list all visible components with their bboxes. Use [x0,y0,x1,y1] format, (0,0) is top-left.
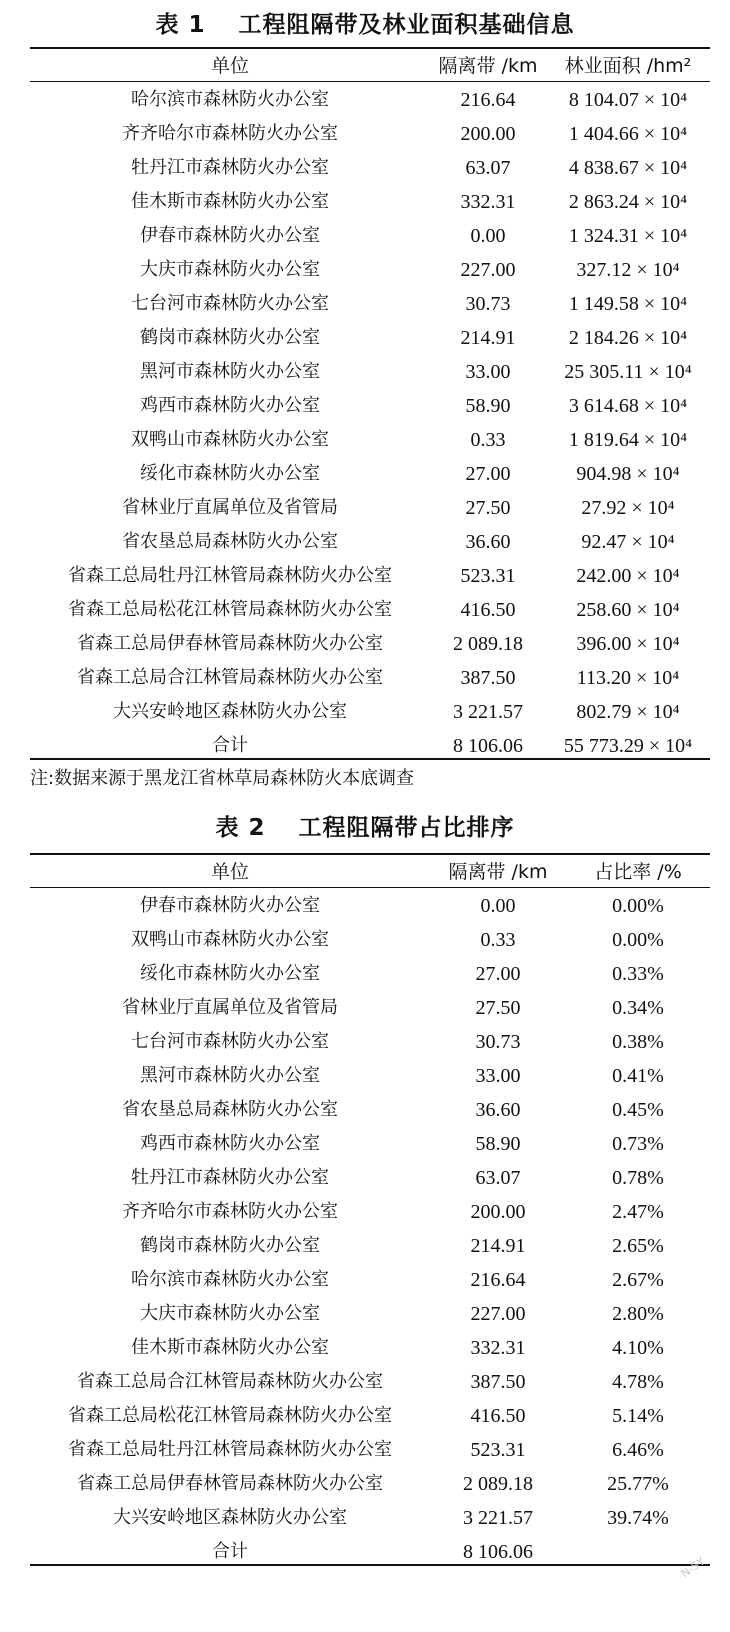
unit-cell: 七台河市森林防火办公室 [131,1031,329,1052]
table-row [30,1161,710,1195]
isolation-cell: 27.50 [465,497,511,519]
value-cell: 258.60 × 10⁴ [576,599,680,621]
isolation-cell: 227.00 [460,259,516,281]
table-row [30,117,710,151]
table-row [30,1297,710,1331]
unit-cell: 大兴安岭地区森林防火办公室 [113,1507,347,1528]
table-row [30,185,710,219]
value-cell: 5.14% [612,1405,664,1427]
table-row [30,1365,710,1399]
isolation-cell: 200.00 [460,123,516,145]
isolation-cell: 2 089.18 [463,1473,533,1495]
value-cell: 1 404.66 × 10⁴ [568,123,688,145]
value-cell: 2.47% [612,1201,664,1223]
value-cell: 4.10% [612,1337,664,1359]
isolation-cell: 387.50 [470,1371,526,1393]
isolation-cell: 216.64 [460,89,516,111]
isolation-cell: 214.91 [470,1235,526,1257]
isolation-cell: 332.31 [460,191,516,213]
value-cell: 0.41% [612,1065,664,1087]
value-cell: 3 614.68 × 10⁴ [568,395,688,417]
table1-header-row [30,49,710,83]
unit-cell: 哈尔滨市森林防火办公室 [131,1269,329,1290]
table1-bottom-rule [30,758,710,760]
unit-cell: 绥化市森林防火办公室 [140,963,320,984]
unit-cell: 鹤岗市森林防火办公室 [140,1235,320,1256]
table-row [30,1501,710,1535]
table-row [30,423,710,457]
table-row [30,491,710,525]
unit-cell: 大庆市森林防火办公室 [140,1303,320,1324]
isolation-cell: 63.07 [465,157,511,179]
value-cell: 25 305.11 × 10⁴ [564,361,692,383]
value-cell: 904.98 × 10⁴ [576,463,680,485]
unit-cell: 省森工总局伊春林管局森林防火办公室 [77,1473,383,1494]
watermark: N-SY [678,1554,708,1581]
table-row [30,219,710,253]
table1-title: 表 1 工程阻隔带及林业面积基础信息 [155,12,575,38]
isolation-cell: 216.64 [470,1269,526,1291]
unit-cell: 鹤岗市森林防火办公室 [140,327,320,348]
unit-cell: 伊春市森林防火办公室 [140,895,320,916]
table-row [30,1093,710,1127]
isolation-cell: 27.00 [475,963,521,985]
isolation-cell: 387.50 [460,667,516,689]
unit-cell: 省森工总局伊春林管局森林防火办公室 [77,633,383,654]
unit-cell: 双鸭山市森林防火办公室 [131,429,329,450]
table-row [30,1025,710,1059]
value-cell: 2.65% [612,1235,664,1257]
table-row [30,889,710,923]
unit-cell: 牡丹江市森林防火办公室 [131,157,329,178]
table1-body [30,83,710,763]
isolation-cell: 2 089.18 [453,633,523,655]
isolation-cell: 523.31 [460,565,516,587]
unit-cell: 大兴安岭地区森林防火办公室 [113,701,347,722]
unit-cell: 双鸭山市森林防火办公室 [131,929,329,950]
isolation-cell: 3 221.57 [463,1507,533,1529]
value-cell: 55 773.29 × 10⁴ [563,735,693,757]
isolation-cell: 200.00 [470,1201,526,1223]
value-cell: 2 863.24 × 10⁴ [568,191,688,213]
isolation-cell: 30.73 [475,1031,521,1053]
table-row [30,389,710,423]
isolation-cell: 3 221.57 [453,701,523,723]
unit-cell: 牡丹江市森林防火办公室 [131,1167,329,1188]
unit-cell: 省森工总局合江林管局森林防火办公室 [77,667,383,688]
unit-cell: 佳木斯市森林防火办公室 [131,191,329,212]
isolation-cell: 0.33 [480,929,516,951]
value-cell: 8 104.07 × 10⁴ [568,89,688,111]
isolation-cell: 0.00 [470,225,506,247]
table-row [30,661,710,695]
unit-cell: 齐齐哈尔市森林防火办公室 [122,123,338,144]
table1 [30,49,710,763]
isolation-cell: 0.33 [470,429,506,451]
value-cell: 0.73% [612,1133,664,1155]
table-row [30,287,710,321]
table-row [30,957,710,991]
unit-cell: 齐齐哈尔市森林防火办公室 [122,1201,338,1222]
table-row [30,695,710,729]
table-row [30,1195,710,1229]
unit-cell: 省林业厅直属单位及省管局 [122,997,338,1018]
unit-cell: 绥化市森林防火办公室 [140,463,320,484]
table1-header-rule [30,81,710,82]
unit-cell: 大庆市森林防火办公室 [140,259,320,280]
value-cell: 25.77% [607,1473,669,1495]
unit-cell: 省农垦总局森林防火办公室 [122,531,338,552]
table-row [30,457,710,491]
value-cell: 27.92 × 10⁴ [581,497,675,519]
table-row [30,525,710,559]
unit-cell: 黑河市森林防火办公室 [140,1065,320,1086]
table-row [30,1467,710,1501]
value-cell: 0.33% [612,963,664,985]
unit-cell: 黑河市森林防火办公室 [140,361,320,382]
unit-cell: 省森工总局牡丹江林管局森林防火办公室 [68,1439,392,1460]
unit-cell: 鸡西市森林防火办公室 [140,395,320,416]
value-cell: 0.00% [612,895,664,917]
table1-note: 注:数据来源于黑龙江省林草局森林防火本底调查 [30,768,415,789]
table2-header-isolation: 隔离带 /km [448,861,548,883]
table2-header-row [30,855,710,889]
unit-cell: 哈尔滨市森林防火办公室 [131,89,329,110]
isolation-cell: 8 106.06 [463,1541,533,1563]
isolation-cell: 33.00 [465,361,511,383]
value-cell: 396.00 × 10⁴ [576,633,680,655]
value-cell: 1 149.58 × 10⁴ [568,293,688,315]
value-cell: 0.38% [612,1031,664,1053]
isolation-cell: 30.73 [465,293,511,315]
isolation-cell: 63.07 [475,1167,521,1189]
unit-cell: 七台河市森林防火办公室 [131,293,329,314]
table-row [30,559,710,593]
value-cell: 0.45% [612,1099,664,1121]
table-row [30,1229,710,1263]
value-cell: 2.80% [612,1303,664,1325]
value-cell: 113.20 × 10⁴ [576,667,680,689]
unit-cell: 省林业厅直属单位及省管局 [122,497,338,518]
value-cell: 2 184.26 × 10⁴ [568,327,688,349]
table-row [30,1059,710,1093]
isolation-cell: 36.60 [465,531,511,553]
table1-header-forest-area: 林业面积 /hm² [564,55,692,77]
table-row [30,1433,710,1467]
table2 [30,855,710,1569]
value-cell: 4 838.67 × 10⁴ [568,157,688,179]
table-row [30,355,710,389]
table1-header-unit: 单位 [210,55,249,77]
table-row [30,321,710,355]
value-cell: 327.12 × 10⁴ [576,259,680,281]
table-row [30,593,710,627]
value-cell: 39.74% [607,1507,669,1529]
isolation-cell: 416.50 [460,599,516,621]
table2-header-unit: 单位 [210,861,249,883]
isolation-cell: 36.60 [475,1099,521,1121]
table-row [30,83,710,117]
isolation-cell: 416.50 [470,1405,526,1427]
isolation-cell: 214.91 [460,327,516,349]
table2-bottom-rule [30,1564,710,1566]
unit-cell: 省森工总局合江林管局森林防火办公室 [77,1371,383,1392]
unit-cell: 省森工总局松花江林管局森林防火办公室 [68,1405,392,1426]
isolation-cell: 0.00 [480,895,516,917]
unit-cell: 合计 [212,735,248,756]
table-row [30,1331,710,1365]
value-cell: 1 819.64 × 10⁴ [568,429,688,451]
table-row [30,991,710,1025]
table-row [30,1127,710,1161]
unit-cell: 省农垦总局森林防火办公室 [122,1099,338,1120]
unit-cell: 合计 [212,1541,248,1562]
isolation-cell: 58.90 [465,395,511,417]
table1-header-isolation: 隔离带 /km [438,55,538,77]
value-cell: 92.47 × 10⁴ [581,531,675,553]
value-cell: 0.78% [612,1167,664,1189]
unit-cell: 伊春市森林防火办公室 [140,225,320,246]
isolation-cell: 332.31 [470,1337,526,1359]
unit-cell: 省森工总局牡丹江林管局森林防火办公室 [68,565,392,586]
isolation-cell: 227.00 [470,1303,526,1325]
value-cell: 6.46% [612,1439,664,1461]
isolation-cell: 27.50 [475,997,521,1019]
table2-title: 表 2 工程阻隔带占比排序 [215,815,515,841]
isolation-cell: 33.00 [475,1065,521,1087]
table2-header-ratio: 占比率 /% [594,861,682,883]
isolation-cell: 58.90 [475,1133,521,1155]
unit-cell: 佳木斯市森林防火办公室 [131,1337,329,1358]
value-cell: 2.67% [612,1269,664,1291]
table-row [30,627,710,661]
unit-cell: 鸡西市森林防火办公室 [140,1133,320,1154]
isolation-cell: 27.00 [465,463,511,485]
value-cell: 0.34% [612,997,664,1019]
table-row [30,923,710,957]
value-cell: 242.00 × 10⁴ [576,565,680,587]
table-row [30,253,710,287]
value-cell: 802.79 × 10⁴ [576,701,680,723]
value-cell: 4.78% [612,1371,664,1393]
isolation-cell: 8 106.06 [453,735,523,757]
unit-cell: 省森工总局松花江林管局森林防火办公室 [68,599,392,620]
table-row [30,151,710,185]
table-row [30,1263,710,1297]
table2-body [30,889,710,1569]
table2-header-rule [30,887,710,888]
value-cell: 1 324.31 × 10⁴ [568,225,688,247]
value-cell: 0.00% [612,929,664,951]
isolation-cell: 523.31 [470,1439,526,1461]
table-row [30,1399,710,1433]
